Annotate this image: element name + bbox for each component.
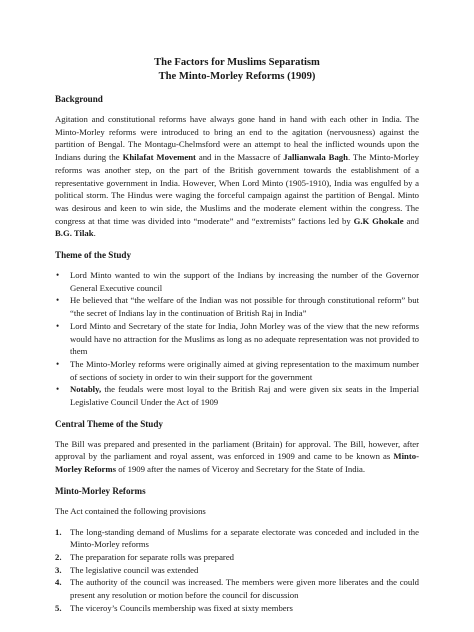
reforms-heading: Minto-Morley Reforms xyxy=(55,485,146,496)
list-item: • Notably, the feudals were most loyal to the British Raj and were given six seats in the Imperial Legislative Council Under the Act of 1909 xyxy=(56,384,419,408)
tilak-name: B.G. Tilak xyxy=(55,228,94,239)
title-line-2: The Minto-Morley Reforms (1909) xyxy=(158,71,316,82)
list-item: 5. The viceroy’s Councils membership was fixed at sixty members xyxy=(55,602,293,613)
background-paragraph: Agitation and constitutional reforms have always gone hand in hand with each other in India. The Minto-Morley reforms were introduced to bring an end to the agitation (nervousness) against the partition of Bengal. The Montagu-Chelmsford were an attempt to heal the inflicted wounds upon the Indians during the Khilafat Movement and in the Massacre of Jallianwala Bagh. The Minto-Morley reforms was another step, on the part of the British government towards the establishment of a representative government in India. However, When Lord Minto (1905-1910), India was engulfed by a political storm. The Hindus were waging the forceful campaign against the partition of Bengal. Minto was desirous and keen to win side, the Muslims and the moderate element within the congress. The congress at that time was divided into “moderate” and “extremists” factions led by G.K Ghokale and B.G. Tilak. xyxy=(55,114,420,239)
khilafat-term: Khilafat Movement xyxy=(122,152,196,163)
list-item: • The Minto-Morley reforms were originally aimed at giving representation to the maximum number of sections of society in order to win their support for the government xyxy=(56,358,419,382)
list-item: 4. The authority of the council was increased. The members were given more liberates and the could present any resolution or motion before the council for discussion xyxy=(55,577,419,601)
jallianwala-term: Jallianwala Bagh xyxy=(283,152,348,163)
list-item: • He believed that “the welfare of the Indian was not possible for through constitutional reform” but “the secret of Indians lay in the continuation of British Raj in India” xyxy=(56,295,419,319)
bullet-icon: • xyxy=(56,384,60,395)
list-item: 3. The legislative council was extended xyxy=(55,564,199,575)
background-heading: Background xyxy=(55,94,103,104)
theme-heading: Theme of the Study xyxy=(55,250,132,261)
gokhale-name: G.K Ghokale xyxy=(353,215,404,226)
bullet-icon: • xyxy=(56,270,60,281)
central-paragraph: The Bill was prepared and presented in the parliament (Britain) for approval. The Bill, however, after approval by the parliament and royal assent, was enforced in 1909 and came to be known as Minto-Morley Reforms of 1909 after the names of Viceroy and Secretary for the State of India. xyxy=(55,438,419,475)
reforms-intro: The Act contained the following provisions xyxy=(55,505,206,516)
reforms-list xyxy=(55,526,419,615)
list-item: • Lord Minto and Secretary of the state for India, John Morley was of the view that the new reforms would have no attraction for the Muslims as long as no adequate representation was not provided to them xyxy=(56,320,419,357)
document-title xyxy=(55,56,419,84)
central-heading: Central Theme of the Study xyxy=(55,418,163,429)
bullet-icon: • xyxy=(56,295,60,306)
list-item: 1. The long-standing demand of Muslims for a separate electorate was conceded and included in the Minto-Morley reforms xyxy=(55,526,419,550)
reforms-term: Minto-Morley Reforms xyxy=(55,451,419,475)
list-item: • Lord Minto wanted to win the support of the Indians by increasing the number of the Governor General Executive council xyxy=(56,270,419,293)
bullet-icon: • xyxy=(56,358,60,369)
list-item: 2. The preparation for separate rolls was prepared xyxy=(55,551,235,562)
theme-list xyxy=(55,269,419,409)
title-line-1: The Factors for Muslims Separatism xyxy=(154,57,320,68)
bullet-icon: • xyxy=(56,320,60,331)
